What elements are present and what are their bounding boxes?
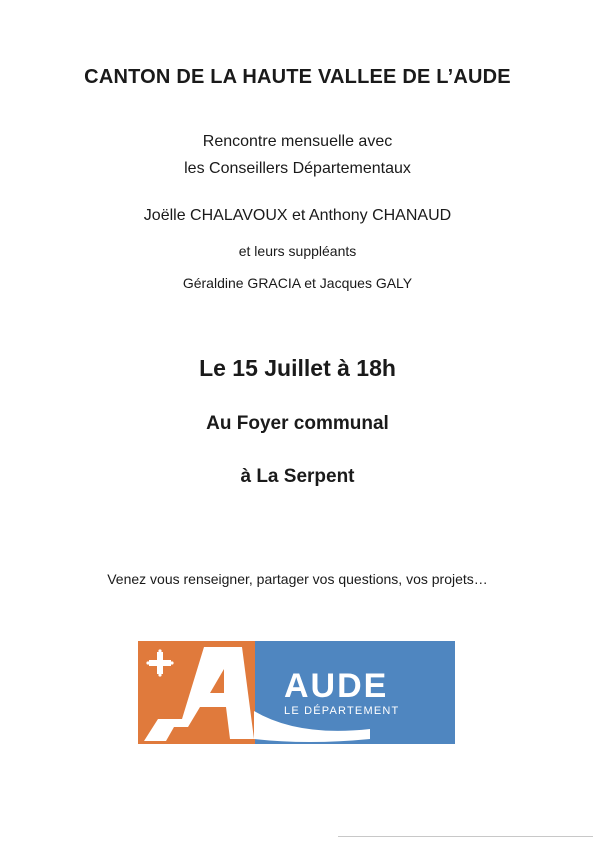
aude-departement-logo — [138, 641, 455, 744]
logo-subtitle: LE DÉPARTEMENT — [284, 705, 400, 717]
logo-graphic — [138, 641, 455, 744]
substitutes-label: et leurs suppléants — [238, 243, 357, 259]
page-title: CANTON DE LA HAUTE VALLEE DE L’AUDE — [84, 66, 511, 88]
invitation-tagline: Venez vous renseigner, partager vos questions, vos projets… — [107, 571, 488, 587]
intro-line-1: Rencontre mensuelle avec — [202, 133, 393, 150]
intro-line-2: les Conseillers Départementaux — [184, 160, 411, 177]
logo-wordmark: AUDE — [284, 667, 389, 705]
councillors-names: Joëlle CHALAVOUX et Anthony CHANAUD — [143, 207, 452, 224]
substitutes-names: Géraldine GRACIA et Jacques GALY — [182, 275, 413, 291]
event-town: à La Serpent — [240, 466, 355, 487]
event-date-time: Le 15 Juillet à 18h — [199, 355, 396, 381]
scan-edge-line — [338, 836, 593, 837]
event-venue: Au Foyer communal — [206, 413, 389, 434]
